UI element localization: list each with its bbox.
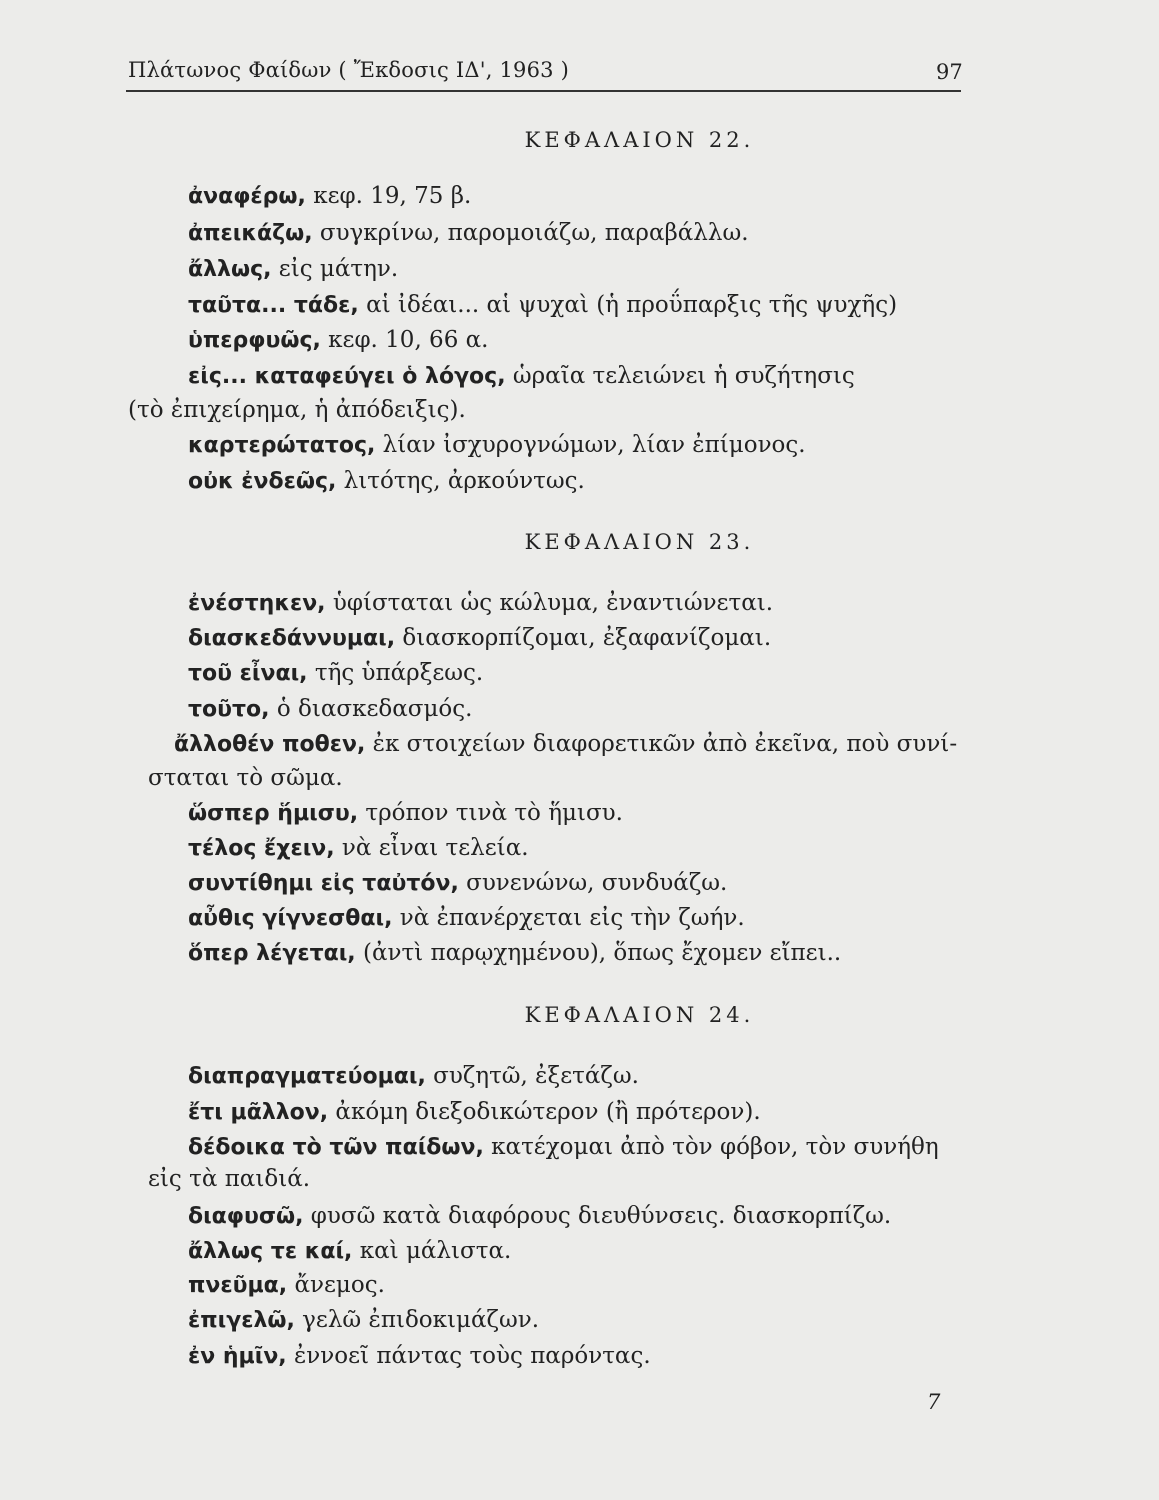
chapter-heading-24: ΚΕΦΑΛΑΙΟΝ 24. bbox=[524, 1003, 755, 1027]
entry bbox=[188, 220, 749, 246]
entry bbox=[188, 835, 529, 861]
entry-definition: συζητῶ, ἐξετάζω. bbox=[425, 1063, 639, 1089]
entry-definition: κεφ. 10, 66 α. bbox=[320, 327, 489, 353]
entry-term: διασκεδάννυμαι, bbox=[188, 626, 396, 651]
entry-term: ὥσπερ ἥμισυ, bbox=[188, 801, 359, 826]
entry bbox=[188, 327, 488, 353]
entry-term: καρτερώτατος, bbox=[188, 433, 376, 458]
entry-definition: αἱ ἰδέαι... αἱ ψυχαὶ (ἡ προΰπαρξις τῆς ψυχῆς) bbox=[358, 292, 898, 318]
entry bbox=[188, 696, 472, 722]
entry-term: συντίθημι εἰς ταὐτόν, bbox=[188, 871, 459, 896]
entry bbox=[188, 870, 727, 896]
entry-term: ἄλλοθέν ποθεν, bbox=[174, 732, 366, 757]
entry-term: διαφυσῶ, bbox=[188, 1204, 304, 1229]
entry-term: ὅπερ λέγεται, bbox=[188, 941, 356, 966]
entry-term: πνεῦμα, bbox=[188, 1273, 288, 1298]
entry bbox=[174, 731, 957, 757]
entry bbox=[188, 1307, 539, 1333]
entry-definition: λιτότης, ἀρκούντως. bbox=[336, 468, 585, 494]
entry-definition: διασκορπίζομαι, ἐξαφανίζομαι. bbox=[395, 625, 772, 651]
entry bbox=[188, 905, 745, 931]
entry-definition: λίαν ἰσχυρογνώμων, λίαν ἐπίμονος. bbox=[375, 432, 806, 458]
entry bbox=[188, 590, 773, 616]
entry-definition: ἐκ στοιχείων διαφορετικῶν ἀπὸ ἐκεῖνα, ποὺ συνί- bbox=[365, 731, 958, 757]
entry-definition: ἐννοεῖ πάντας τοὺς παρόντας. bbox=[286, 1343, 651, 1369]
entry-term: ἔτι μᾶλλον, bbox=[188, 1100, 329, 1125]
header-rule bbox=[126, 90, 961, 92]
entry-definition: ἄνεμος. bbox=[287, 1272, 385, 1298]
entry bbox=[188, 432, 806, 458]
entry-term: ἐν ἡμῖν, bbox=[188, 1344, 287, 1369]
entry-term: ταῦτα... τάδε, bbox=[188, 293, 359, 318]
entry bbox=[188, 183, 471, 209]
entry-term: διαπραγματεύομαι, bbox=[188, 1064, 426, 1089]
entry-term: τοῦτο, bbox=[188, 697, 270, 722]
entry bbox=[188, 660, 483, 686]
entry-term: ἄλλως τε καί, bbox=[188, 1239, 353, 1264]
entry-definition: ὁ διασκεδασμός. bbox=[269, 696, 473, 722]
page-number: 97 bbox=[936, 60, 963, 84]
entry-continuation: εἰς τὰ παιδιά. bbox=[148, 1166, 311, 1192]
entry-term: δέδοικα τὸ τῶν παίδων, bbox=[188, 1135, 484, 1160]
entry-definition: ὡραῖα τελειώνει ἡ συζήτησις bbox=[505, 363, 855, 389]
chapter-heading-23: ΚΕΦΑΛΑΙΟΝ 23. bbox=[524, 530, 755, 554]
entry-term: αὖθις γίγνεσθαι, bbox=[188, 906, 393, 931]
entry bbox=[188, 363, 855, 389]
entry-definition: (ἀντὶ παρῳχημένου), ὅπως ἔχομεν εἴπει.. bbox=[355, 940, 842, 966]
entry-term: οὐκ ἐνδεῶς, bbox=[188, 469, 337, 494]
entry-term: ὑπερφυῶς, bbox=[188, 328, 321, 353]
entry bbox=[188, 625, 771, 651]
entry bbox=[188, 468, 585, 494]
entry-definition: ἀκόμη διεξοδικώτερον (ἢ πρότερον). bbox=[328, 1099, 761, 1125]
entry bbox=[188, 940, 841, 966]
entry-definition: ὑφίσταται ὡς κώλυμα, ἐναντιώνεται. bbox=[325, 590, 774, 616]
entry-definition: κεφ. 19, 75 β. bbox=[305, 183, 472, 209]
entry bbox=[188, 1343, 651, 1369]
entry-definition: καὶ μάλιστα. bbox=[352, 1238, 512, 1264]
entry-continuation: (τὸ ἐπιχείρημα, ἡ ἀπόδειξις). bbox=[128, 397, 466, 423]
entry-definition: γελῶ ἐπιδοκιμάζων. bbox=[294, 1307, 540, 1333]
entry-continuation: σταται τὸ σῶμα. bbox=[148, 765, 343, 791]
entry-definition: τρόπον τινὰ τὸ ἥμισυ. bbox=[358, 800, 623, 826]
entry-term: ἄλλως, bbox=[188, 257, 272, 282]
entry-term: ἐνέστηκεν, bbox=[188, 591, 326, 616]
entry-term: ἐπιγελῶ, bbox=[188, 1308, 295, 1333]
entry-definition: εἰς μάτην. bbox=[271, 256, 399, 282]
entry-definition: τῆς ὑπάρξεως. bbox=[307, 660, 484, 686]
entry-term: τέλος ἔχειν, bbox=[188, 836, 335, 861]
entry-term: ἀναφέρω, bbox=[188, 184, 306, 209]
entry-term: ἀπεικάζω, bbox=[188, 221, 313, 246]
entry bbox=[188, 800, 623, 826]
entry-definition: συνενώνω, συνδυάζω. bbox=[458, 870, 728, 896]
chapter-heading-22: ΚΕΦΑΛΑΙΟΝ 22. bbox=[524, 128, 755, 152]
entry-term: τοῦ εἶναι, bbox=[188, 661, 308, 686]
entry-definition: νὰ ἐπανέρχεται εἰς τὴν ζωήν. bbox=[392, 905, 745, 931]
entry-definition: φυσῶ κατὰ διαφόρους διευθύνσεις. διασκορπίζω. bbox=[303, 1203, 892, 1229]
entry-definition: κατέχομαι ἀπὸ τὸν φόβον, τὸν συνήθη bbox=[483, 1134, 939, 1160]
entry bbox=[188, 1099, 761, 1125]
entry bbox=[188, 256, 398, 282]
entry bbox=[188, 1203, 891, 1229]
entry bbox=[188, 1134, 939, 1160]
entry-definition: νὰ εἶναι τελεία. bbox=[334, 835, 529, 861]
entry bbox=[188, 1063, 639, 1089]
entry bbox=[188, 1272, 385, 1298]
signature-mark: 7 bbox=[927, 1390, 941, 1414]
running-header-title: Πλάτωνος Φαίδων ( Ἔκδοσις ΙΔ', 1963 ) bbox=[128, 58, 569, 82]
entry bbox=[188, 292, 897, 318]
entry bbox=[188, 1238, 511, 1264]
entry-term: εἰς... καταφεύγει ὁ λόγος, bbox=[188, 364, 506, 389]
entry-definition: συγκρίνω, παρομοιάζω, παραβάλλω. bbox=[312, 220, 749, 246]
